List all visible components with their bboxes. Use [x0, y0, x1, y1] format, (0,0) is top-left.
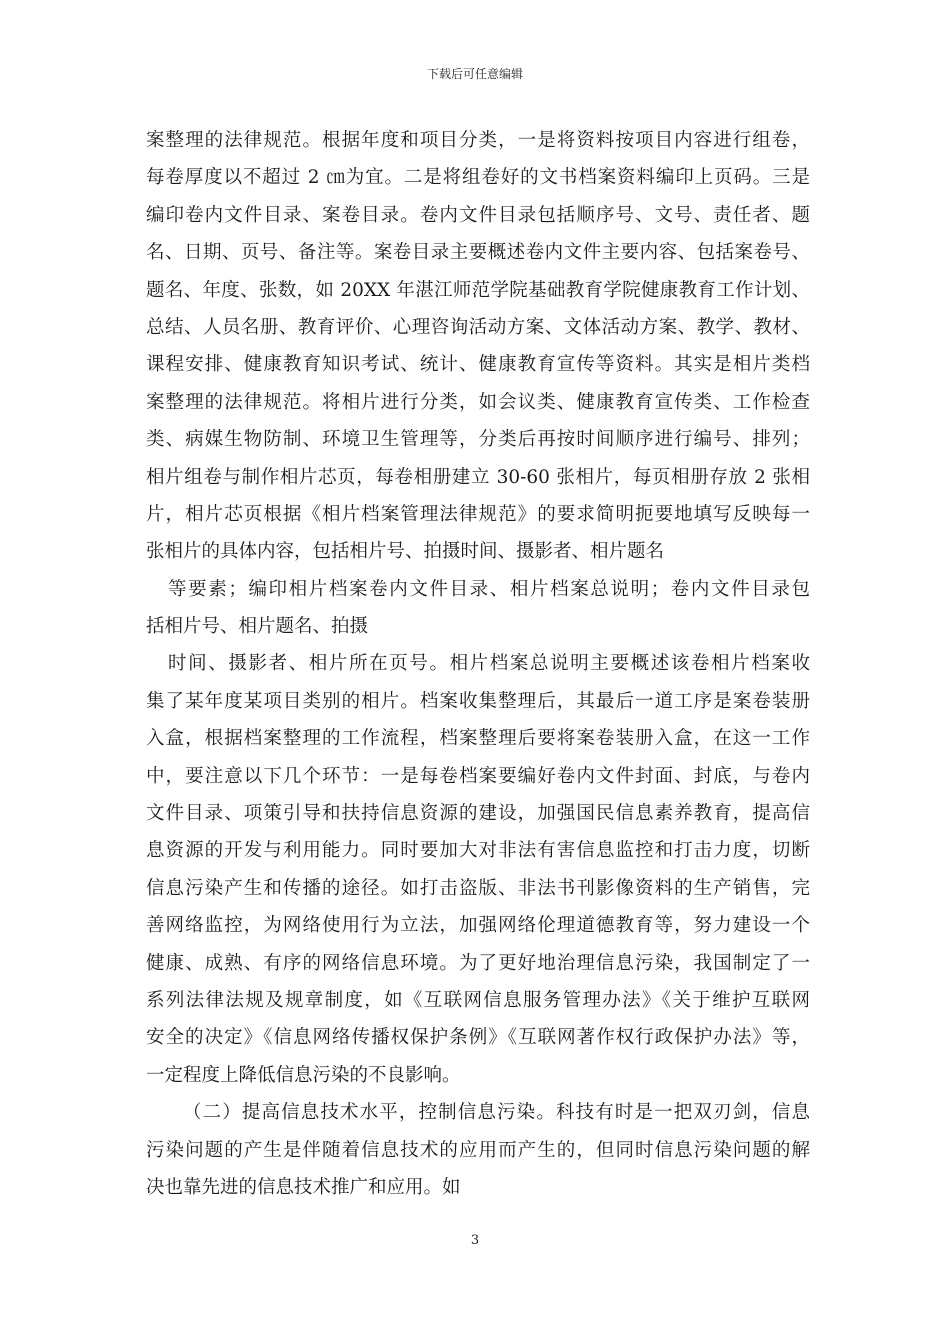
text-line: 决也靠先进的信息技术推广和应用。如 [146, 1176, 461, 1198]
text-line: 张相片的具体内容，包括相片号、拍摄时间、摄影者、相片题名 [146, 541, 665, 563]
text-line: 中，要注意以下几个环节：一是每卷档案要编好卷内文件封面、封底，与卷内 [146, 765, 810, 787]
text-line: 一定程度上降低信息污染的不良影响。 [146, 1064, 461, 1086]
text-line: 善网络监控，为网络使用行为立法，加强网络伦理道德教育等，努力建设一个 [146, 915, 810, 937]
text-line: 每卷厚度以不超过 2 ㎝为宜。二是将组卷好的文书档案资料编印上页码。三是 [146, 167, 810, 189]
document-body [146, 122, 810, 1206]
page-header: 下载后可任意编辑 [426, 67, 523, 81]
text-line: 健康、成熟、有序的网络信息环境。为了更好地治理信息污染，我国制定了一 [146, 952, 810, 974]
text-line: 括相片号、相片题名、拍摄 [146, 616, 369, 638]
text-line: 名、日期、页号、备注等。案卷目录主要概述卷内文件主要内容、包括案卷号、 [146, 242, 810, 264]
text-line: 案整理的法律规范。根据年度和项目分类，一是将资料按项目内容进行组卷， [146, 130, 810, 151]
text-line: 案整理的法律规范。将相片进行分类，如会议类、健康教育宣传类、工作检查 [146, 391, 810, 413]
text-line: 题名、年度、张数，如 20XX 年湛江师范学院基础教育学院健康教育工作计划、 [146, 279, 810, 301]
text-line: 总结、人员名册、教育评价、心理咨询活动方案、文体活动方案、教学、教材、 [146, 316, 810, 338]
text-line: 安全的决定》《信息网络传播权保护条例》《互联网著作权行政保护办法》等， [146, 1027, 810, 1049]
text-line: 集了某年度某项目类别的相片。档案收集整理后，其最后一道工序是案卷装册 [146, 690, 810, 712]
text-line: 时间、摄影者、相片所在页号。相片档案总说明主要概述该卷相片档案收 [168, 653, 810, 675]
text-line: 入盒，根据档案整理的工作流程，档案整理后要将案卷装册入盒，在这一工作 [146, 728, 810, 750]
page-number: 3 [470, 1233, 480, 1248]
text-line: （二）提高信息技术水平，控制信息污染。科技有时是一把双刃剑，信息 [183, 1102, 810, 1124]
text-line: 编印卷内文件目录、案卷目录。卷内文件目录包括顺序号、文号、责任者、题 [146, 204, 810, 226]
text-line: 等要素；编印相片档案卷内文件目录、相片档案总说明；卷内文件目录包 [168, 578, 810, 600]
text-line: 污染问题的产生是伴随着信息技术的应用而产生的，但同时信息污染问题的解 [146, 1139, 810, 1161]
text-line: 相片组卷与制作相片芯页，每卷相册建立 30-60 张相片，每页相册存放 2 张相 [146, 466, 810, 488]
text-line: 类、病媒生物防制、环境卫生管理等，分类后再按时间顺序进行编号、排列； [146, 429, 810, 451]
text-line: 课程安排、健康教育知识考试、统计、健康教育宣传等资料。其实是相片类档 [146, 354, 810, 376]
text-line: 片，相片芯页根据《相片档案管理法律规范》的要求简明扼要地填写反映每一 [146, 503, 810, 525]
text-line: 息资源的开发与利用能力。同时要加大对非法有害信息监控和打击力度，切断 [146, 840, 810, 862]
text-line: 系列法律法规及规章制度，如《互联网信息服务管理办法》《关于维护互联网 [146, 989, 810, 1011]
text-line: 信息污染产生和传播的途径。如打击盗版、非法书刊影像资料的生产销售，完 [146, 877, 810, 899]
text-line: 文件目录、项策引导和扶持信息资源的建设，加强国民信息素养教育，提高信 [146, 803, 810, 825]
